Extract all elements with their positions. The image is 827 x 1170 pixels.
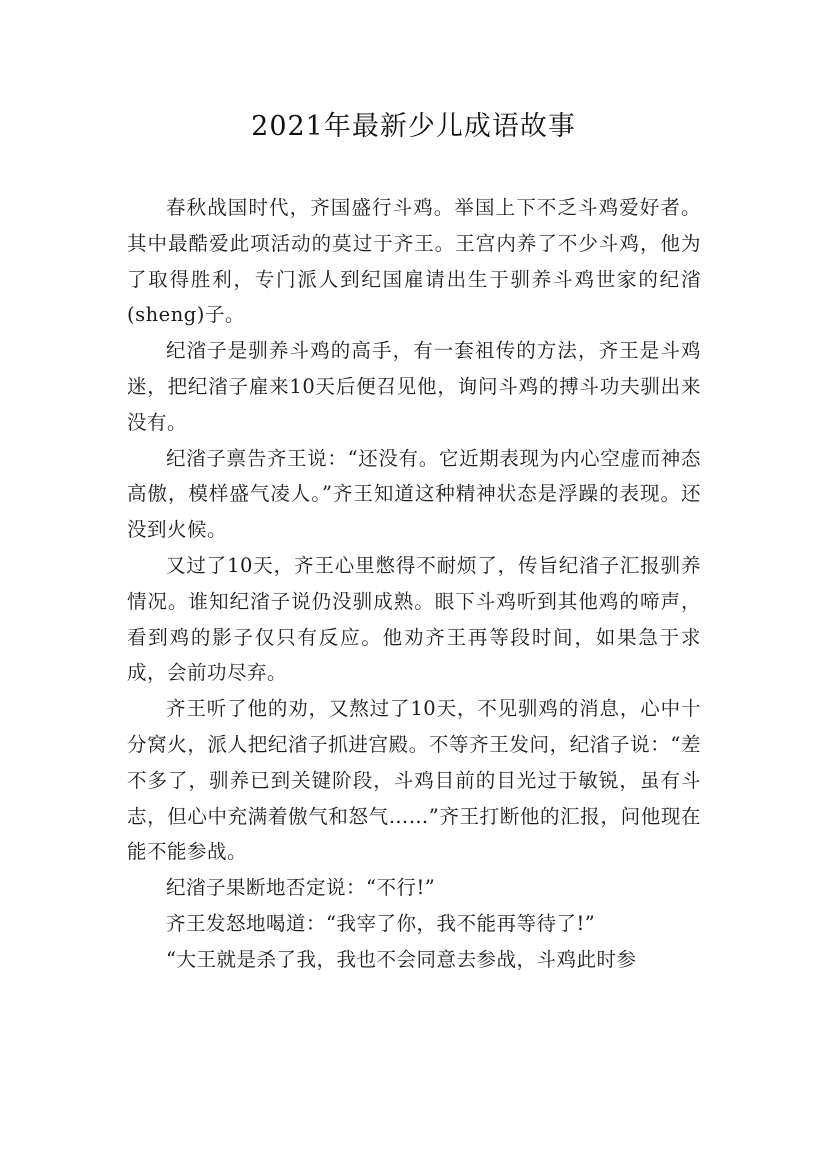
paragraph: 齐王发怒地喝道：“我宰了你，我不能再等待了!” <box>166 911 596 935</box>
paragraph: “大王就是杀了我，我也不会同意去参战，斗鸡此时参 <box>166 947 637 971</box>
document-body <box>127 190 701 978</box>
paragraph: 春秋战国时代，齐国盛行斗鸡。举国上下不乏斗鸡爱好者。其中最酷爱此项活动的莫过于齐王。王宫内养了不少斗鸡，他为了取得胜利，专门派人到纪国雇请出生于驯养斗鸡世家的纪渻(sheng)子。 <box>127 196 701 327</box>
paragraph: 齐王听了他的劝，又熬过了10天，不见驯鸡的消息，心中十分窝火，派人把纪渻子抓进宫殿。不等齐王发问，纪渻子说：“差不多了，驯养已到关键阶段，斗鸡目前的目光过于敏锐，虽有斗志，但心中充满着傲气和怒气……”齐王打断他的汇报，问他现在能不能参战。 <box>127 697 701 864</box>
paragraph: 又过了10天，齐王心里憋得不耐烦了，传旨纪渻子汇报驯养情况。谁知纪渻子说仍没驯成熟。眼下斗鸡听到其他鸡的啼声，看到鸡的影子仅只有反应。他劝齐王再等段时间，如果急于求成，会前功尽弃。 <box>127 553 701 685</box>
paragraph: 纪渻子是驯养斗鸡的高手，有一套祖传的方法，齐王是斗鸡迷，把纪渻子雇来10天后便召见他，询问斗鸡的搏斗功夫驯出来没有。 <box>127 339 701 434</box>
paragraph: 纪渻子禀告齐王说：“还没有。它近期表现为内心空虚而神态高傲，模样盛气凌人。”齐王知道这种精神状态是浮躁的表现。还没到火候。 <box>127 446 701 542</box>
document-title: 2021年最新少儿成语故事 <box>251 111 576 142</box>
paragraph: 纪渻子果断地否定说：“不行!” <box>166 876 436 900</box>
